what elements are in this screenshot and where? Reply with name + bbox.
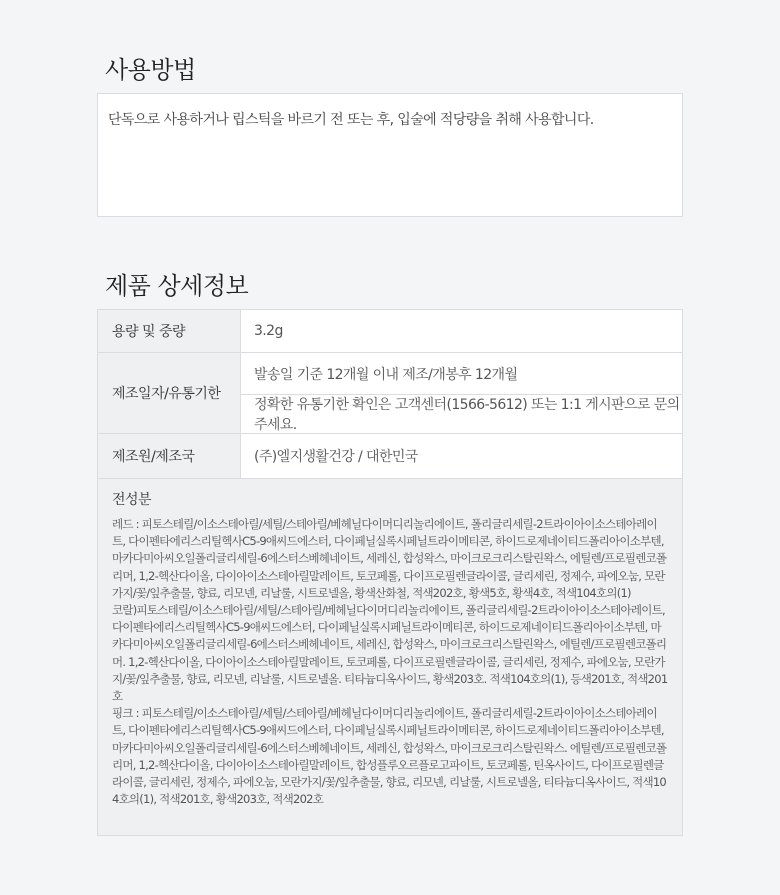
table-row-capacity [98, 310, 682, 353]
usage-description-box [97, 93, 683, 217]
row-label: 제조원/제조국 [98, 434, 241, 478]
ingredients-block [98, 479, 682, 835]
product-detail-table [97, 309, 683, 836]
ingredients-title: 전성분 [112, 492, 152, 508]
usage-description: 단독으로 사용하거나 립스틱을 바르기 전 또는 후, 입술에 적당량을 취해 사용합니다. [108, 112, 594, 128]
usage-section-title: 사용방법 [105, 56, 196, 84]
detail-section-title: 제품 상세정보 [105, 272, 249, 300]
table-row-manufacturer [98, 434, 682, 479]
row-value: 정확한 유통기한 확인은 고객센터(1566-5612) 또는 1:1 게시판으로 문의주세요. [241, 394, 682, 433]
row-value: 발송일 기준 12개월 이내 제조/개봉후 12개월 [254, 366, 518, 383]
table-row-expiry [98, 353, 682, 434]
ingredients-coral: 코랄)피토스테릴/이소스테아릴/세틸/스테아릴/베헤닐다이머디리놀리에이트, 폴리글리세릴-2트라이아이소스테아레이트, 다이펜타에리스리틸헥사C5-9애씨드에스터, 다이페닐실록시페닐트라이메티콘, 하이드로제네이티드폴리아이소부텐, 마카다미아씨오일폴리글리세릴-6에스터스베헤네이트, 세레신, 합성왁스, 마이크로크리스탈린왁스, 에틸렌/프로필렌코폴리머. 1,2-헥산다이올, 다이아이소스테아릴말레이트, 토코페롤, 다이프로필렌글라이콜, 글리세린, 정제수, 파에오눔, 모란가지/꽃/잎추출물, 향료, 리모넨, 리날룰, 시트로넬올. 티타늄디옥사이드, 황색203호. 적색104호의(1), 등색201호, 적색201호 [112, 603, 668, 704]
row-label: 제조일자/유통기한 [98, 353, 241, 433]
ingredients-pink: 핑크 : 피토스테릴/이소스테아릴/세틸/스테아릴/베헤닐다이머디리놀리에이트, 폴리글리세릴-2트라이아이소스테아레이트, 다이펜타에리스리틸헥사C5-9애씨드에스터, 다이페닐실록시페닐트라이메티콘, 하이드로제네이티드폴리아이소부텐, 마카다미아씨오일폴리글리세릴-6에스터스베헤네이트, 세레신, 합성왁스, 마이크로크리스탈린왁스. 에틸렌/프로필렌코폴리머, 1,2-헥산다이올, 다이아이소스테아릴말레이트, 합성플루오르플로고파이트, 토코페롤, 틴옥사이드, 다이프로필렌글라이콜, 글리세린, 정제수, 파에오눔, 모란가지/꽃/잎추출물, 향료, 리모넨, 리날룰, 시트로넬올, 티타늄디옥사이드, 적색104호의(1), 적색201호, 황색203호, 적색202호 [112, 706, 667, 807]
ingredients-red: 레드 : 피토스테릴/이소스테아릴/세틸/스테아릴/베헤닐다이머디리놀리에이트, 폴리글리세릴-2트라이아이소스테아레이트, 다이펜타에리스리틸헥사C5-9애씨드에스터, 다이페닐실록시페닐트라이메티콘, 하이드로제네이티드폴리아이소부텐, 마카다미아씨오일폴리글리세릴-6에스터스베헤네이트, 세레신, 합성왁스, 마이크로크리스탈린왁스, 에틸렌/프로필렌코폴리머, 1,2-헥산다이올, 다이아이소스테아릴말레이트, 토코페롤, 다이프로필렌글라이콜, 글리세린, 정제수, 파에오눔, 모란가지/꽃/잎추출물, 향료, 리모넨, 리날룰, 시트로넬올, 황색산화철, 적색202호, 황색5호, 황색4호, 적색104호의(1) [112, 517, 667, 600]
row-value: 3.2g [254, 323, 283, 339]
row-label: 용량 및 중량 [98, 310, 241, 352]
row-value: (주)엘지생활건강 / 대한민국 [254, 449, 418, 465]
